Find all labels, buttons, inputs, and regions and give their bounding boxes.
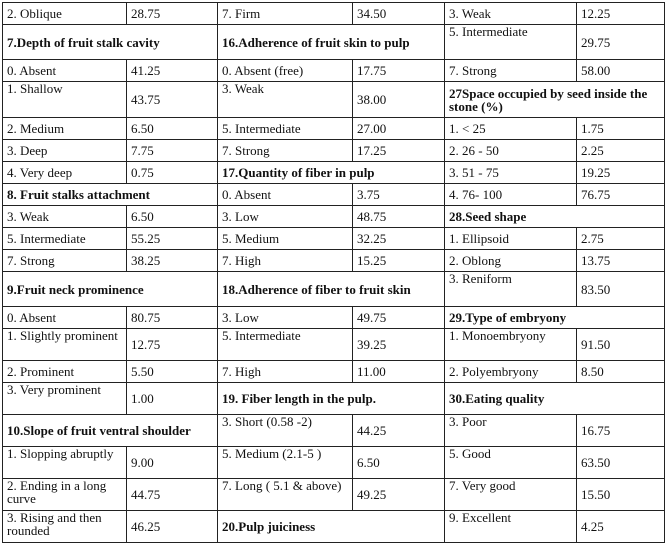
category-label: 4. Very deep [3,162,127,184]
category-label: 9. Excellent [445,511,577,543]
table-row [3,3,665,25]
category-label: 5. Intermediate [218,329,353,361]
percentage-value: 12.25 [577,3,665,25]
percentage-value: 15.50 [577,479,665,511]
category-label: 2. 26 - 50 [445,140,577,162]
category-label: 5. Good [445,447,577,479]
category-label: 5. Intermediate [218,118,353,140]
trait-heading: 27Space occupied by seed inside the stone (%) [445,82,665,118]
category-label: 1. < 25 [445,118,577,140]
percentage-value: 55.25 [127,228,218,250]
category-label: 5. Intermediate [3,228,127,250]
table-body [3,3,665,543]
category-label: 7. Long ( 5.1 & above) [218,479,353,511]
percentage-value: 19.25 [577,162,665,184]
category-label: 3. Weak [218,82,353,118]
percentage-value: 48.75 [353,206,445,228]
percentage-value: 3.75 [353,184,445,206]
percentage-value: 49.25 [353,479,445,511]
percentage-value: 91.50 [577,329,665,361]
percentage-value: 32.25 [353,228,445,250]
trait-heading: 19. Fiber length in the pulp. [218,383,445,415]
percentage-value: 1.75 [577,118,665,140]
table-row [3,272,665,307]
trait-heading: 17.Quantity of fiber in pulp [218,162,445,184]
percentage-value: 46.25 [127,511,218,543]
percentage-value: 15.25 [353,250,445,272]
percentage-value: 58.00 [577,60,665,82]
category-label: 7. Strong [3,250,127,272]
percentage-value: 44.75 [127,479,218,511]
category-label: 3. Reniform [445,272,577,307]
percentage-value: 34.50 [353,3,445,25]
category-label: 2. Medium [3,118,127,140]
percentage-value: 6.50 [127,118,218,140]
percentage-value: 0.75 [127,162,218,184]
table-row [3,361,665,383]
table-row [3,60,665,82]
table-row [3,383,665,415]
percentage-value: 4.25 [577,511,665,543]
category-label: 3. Poor [445,415,577,447]
table-row [3,206,665,228]
percentage-value: 7.75 [127,140,218,162]
category-label: 2. Ending in a long curve [3,479,127,511]
table-row [3,479,665,511]
category-label: 1. Ellipsoid [445,228,577,250]
percentage-value: 44.25 [353,415,445,447]
category-label: 0. Absent [3,60,127,82]
percentage-value: 11.00 [353,361,445,383]
trait-heading: 9.Fruit neck prominence [3,272,218,307]
category-label: 3. Deep [3,140,127,162]
category-label: 1. Slopping abruptly [3,447,127,479]
table-row [3,329,665,361]
percentage-value: 41.25 [127,60,218,82]
trait-heading: 28.Seed shape [445,206,665,228]
category-label: 3. Weak [3,206,127,228]
table-row [3,140,665,162]
table-row [3,184,665,206]
table-row [3,250,665,272]
table-row [3,228,665,250]
category-label: 7. High [218,250,353,272]
percentage-value: 17.75 [353,60,445,82]
trait-heading: 18.Adherence of fiber to fruit skin [218,272,445,307]
category-label: 4. 76- 100 [445,184,577,206]
category-label: 1. Slightly prominent [3,329,127,361]
category-label: 5. Intermediate [445,25,577,60]
category-label: 3. Low [218,206,353,228]
category-label: 0. Absent (free) [218,60,353,82]
percentage-value: 38.00 [353,82,445,118]
table-row [3,25,665,60]
percentage-value: 63.50 [577,447,665,479]
trait-heading: 29.Type of embryony [445,307,665,329]
category-label: 7. Strong [445,60,577,82]
category-label: 2. Polyembryony [445,361,577,383]
table-row [3,307,665,329]
percentage-value: 27.00 [353,118,445,140]
percentage-value: 49.75 [353,307,445,329]
category-label: 3. Rising and then rounded [3,511,127,543]
category-label: 0. Absent [3,307,127,329]
table-row [3,162,665,184]
percentage-value: 38.25 [127,250,218,272]
percentage-value: 2.25 [577,140,665,162]
category-label: 5. Medium [218,228,353,250]
percentage-value: 9.00 [127,447,218,479]
percentage-value: 17.25 [353,140,445,162]
category-label: 7. Firm [218,3,353,25]
category-label: 1. Shallow [3,82,127,118]
percentage-value: 16.75 [577,415,665,447]
trait-heading: 7.Depth of fruit stalk cavity [3,25,218,60]
category-label: 2. Prominent [3,361,127,383]
table-row [3,447,665,479]
category-label: 3. Short (0.58 -2) [218,415,353,447]
percentage-value: 80.75 [127,307,218,329]
table-row [3,82,665,118]
trait-frequency-table [2,2,665,543]
category-label: 5. Medium (2.1-5 ) [218,447,353,479]
trait-heading: 10.Slope of fruit ventral shoulder [3,415,218,447]
trait-heading: 20.Pulp juiciness [218,511,445,543]
category-label: 3. Low [218,307,353,329]
percentage-value: 12.75 [127,329,218,361]
percentage-value: 1.00 [127,383,218,415]
percentage-value: 6.50 [353,447,445,479]
trait-heading: 16.Adherence of fruit skin to pulp [218,25,445,60]
category-label: 2. Oblique [3,3,127,25]
percentage-value: 39.25 [353,329,445,361]
category-label: 3. Weak [445,3,577,25]
category-label: 3. 51 - 75 [445,162,577,184]
table-row [3,415,665,447]
category-label: 1. Monoembryony [445,329,577,361]
percentage-value: 29.75 [577,25,665,60]
category-label: 7. Very good [445,479,577,511]
percentage-value: 8.50 [577,361,665,383]
category-label: 7. High [218,361,353,383]
percentage-value: 13.75 [577,250,665,272]
percentage-value: 83.50 [577,272,665,307]
percentage-value: 5.50 [127,361,218,383]
percentage-value: 43.75 [127,82,218,118]
trait-heading: 30.Eating quality [445,383,665,415]
category-label: 0. Absent [218,184,353,206]
percentage-value: 76.75 [577,184,665,206]
percentage-value: 2.75 [577,228,665,250]
category-label: 2. Oblong [445,250,577,272]
trait-heading: 8. Fruit stalks attachment [3,184,218,206]
category-label: 7. Strong [218,140,353,162]
table-row [3,511,665,543]
category-label: 3. Very prominent [3,383,127,415]
percentage-value: 28.75 [127,3,218,25]
table-row [3,118,665,140]
percentage-value: 6.50 [127,206,218,228]
